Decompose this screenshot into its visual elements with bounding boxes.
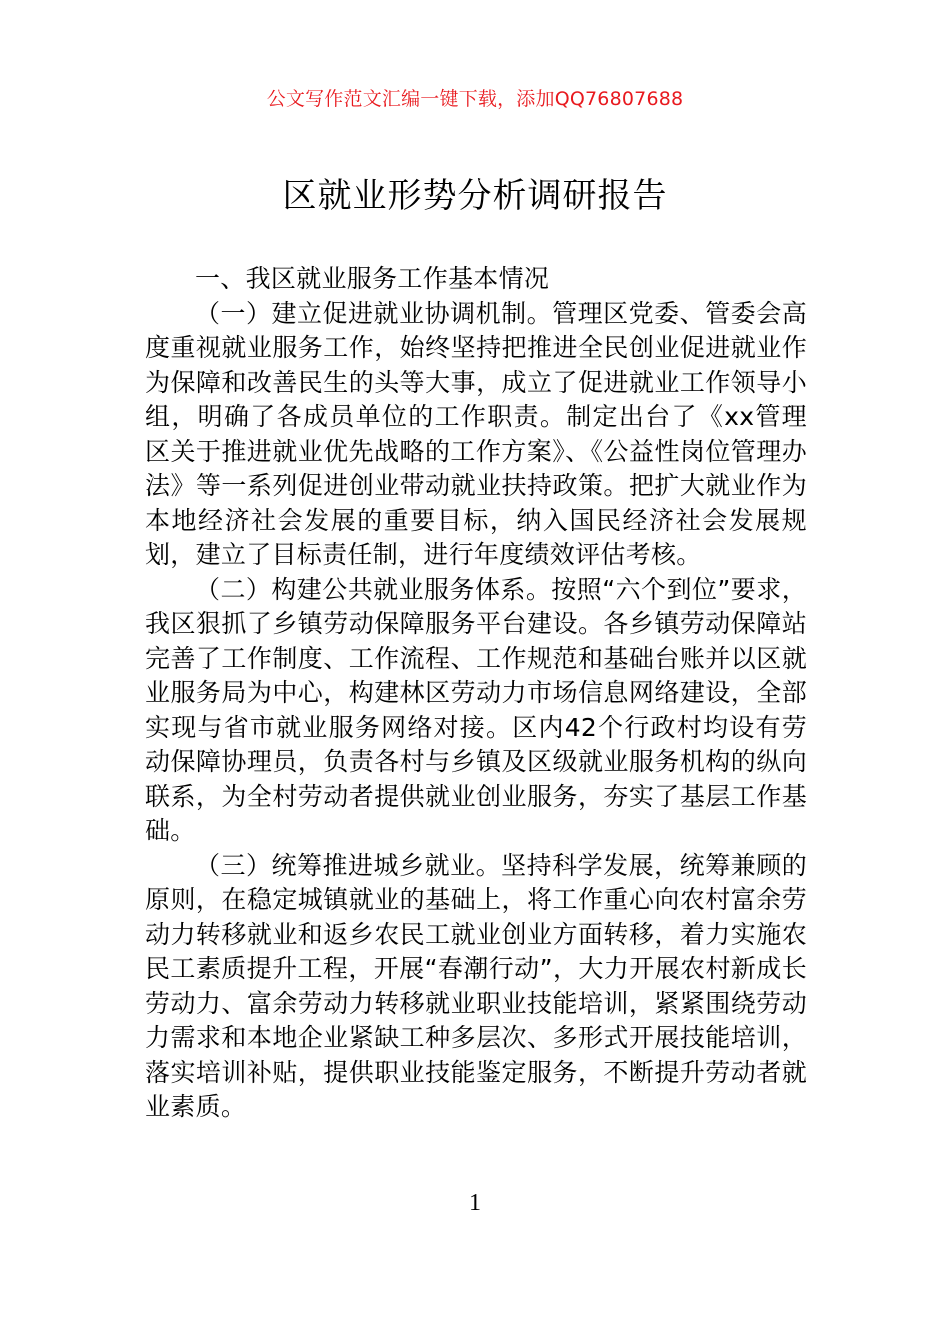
paragraph-1: （一）建立促进就业协调机制。管理区党委、管委会高度重视就业服务工作，始终坚持把推进全民创业促进就业作为保障和改善民生的头等大事，成立了促进就业工作领导小组，明确了各成员单位的工作职责。制定出台了《xx管理区关于推进就业优先战略的工作方案》、《公益性岗位管理办法》等一系列促进创业带动就业扶持政策。把扩大就业作为本地经济社会发展的重要目标，纳入国民经济社会发展规划，建立了目标责任制，进行年度绩效评估考核。 — [145, 298, 807, 569]
paragraph-3: （三）统筹推进城乡就业。坚持科学发展，统筹兼顾的原则，在稳定城镇就业的基础上，将工作重心向农村富余劳动力转移就业和返乡农民工就业创业方面转移，着力实施农民工素质提升工程，开展“春潮行动”，大力开展农村新成长劳动力、富余劳动力转移就业职业技能培训，紧紧围绕劳动力需求和本地企业紧缺工种多层次、多形式开展技能培训，落实培训补贴，提供职业技能鉴定服务，不断提升劳动者就业素质。 — [145, 850, 807, 1121]
document-title: 区就业形势分析调研报告 — [282, 176, 668, 216]
download-notice: 公文写作范文汇编一键下载，添加QQ76807688 — [266, 88, 684, 110]
page-number: 1 — [469, 1190, 481, 1216]
section-heading: 一、我区就业服务工作基本情况 — [195, 264, 550, 293]
document-body — [145, 262, 807, 1125]
paragraph-2: （二）构建公共就业服务体系。按照“六个到位”要求，我区狠抓了乡镇劳动保障服务平台建设。各乡镇劳动保障站完善了工作制度、工作流程、工作规范和基础台账并以区就业服务局为中心，构建林区劳动力市场信息网络建设，全部实现与省市就业服务网络对接。区内42个行政村均设有劳动保障协理员，负责各村与乡镇及区级就业服务机构的纵向联系，为全村劳动者提供就业创业服务，夯实了基层工作基础。 — [145, 574, 807, 845]
